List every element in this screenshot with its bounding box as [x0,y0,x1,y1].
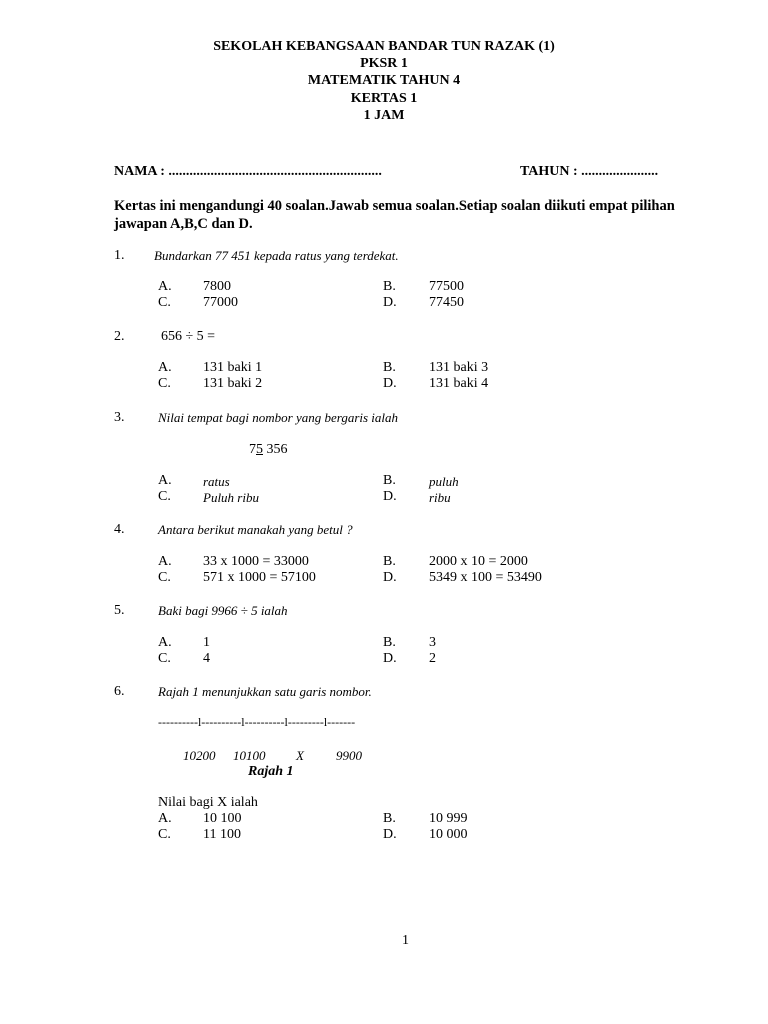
exam-code: PKSR 1 [360,56,408,71]
question-number: 3. [114,410,125,425]
option-value: puluh [429,474,459,489]
option-letter: D. [383,570,397,585]
question-number: 4. [114,522,125,537]
option-letter: D. [383,376,397,391]
number-with-underlined-digit: 75 356 [249,442,288,457]
number-line-label: 9900 [336,748,362,763]
option-value: 4 [203,651,210,666]
question-text: Nilai tempat bagi nombor yang bergaris ialah [158,410,399,425]
question-prompt: Nilai bagi X ialah [158,795,258,810]
option-letter: C. [158,489,171,504]
year-field: TAHUN : ...................... [520,164,659,179]
option-value: 131 baki 4 [429,376,489,391]
option-letter: B. [383,279,396,294]
number-line-label: 10200 [183,748,216,763]
option-value: ratus [203,474,230,489]
option-letter: B. [383,811,396,826]
question-number: 6. [114,684,125,699]
option-value: 77500 [429,279,464,294]
figure-caption: Rajah 1 [248,764,294,779]
option-value: Puluh ribu [203,490,259,505]
option-value: 77450 [429,295,464,310]
option-letter: C. [158,651,171,666]
question-text: Antara berikut manakah yang betul ? [158,522,353,537]
option-value: 5349 x 100 = 53490 [429,570,542,585]
number-line-label: 10100 [233,748,266,763]
question-text: Baki bagi 9966 ÷ 5 ialah [158,603,288,618]
question-text: Bundarkan 77 451 kepada ratus yang terdekat. [154,248,399,263]
option-value: 131 baki 2 [203,376,263,391]
question-text: Rajah 1 menunjukkan satu garis nombor. [158,684,372,699]
option-letter: A. [158,811,172,826]
option-letter: A. [158,635,172,650]
option-value: 2 [429,651,436,666]
instructions: Kertas ini mengandungi 40 soalan.Jawab semua soalan.Setiap soalan diikuti empat pilihan [114,198,675,214]
option-letter: D. [383,489,397,504]
option-letter: A. [158,279,172,294]
question-text: 656 ÷ 5 = [161,329,216,344]
option-letter: C. [158,827,171,842]
option-letter: C. [158,295,171,310]
question-number: 1. [114,248,125,263]
option-letter: B. [383,635,396,650]
page-number: 1 [402,933,409,948]
option-value: 1 [203,635,210,650]
option-value: 10 000 [429,827,468,842]
option-letter: B. [383,554,396,569]
option-value: 131 baki 3 [429,360,489,375]
option-value: 2000 x 10 = 2000 [429,554,528,569]
option-letter: D. [383,651,397,666]
paper: KERTAS 1 [350,91,418,106]
option-letter: C. [158,570,171,585]
option-letter: D. [383,827,397,842]
duration: 1 JAM [363,108,405,123]
option-letter: B. [383,473,396,488]
school-name: SEKOLAH KEBANGSAAN BANDAR TUN RAZAK (1) [213,39,555,54]
name-field: NAMA : ............................................................. [114,164,382,179]
number-line-label: X [296,748,304,763]
number-line: ----------l----------l----------l---------l------- [158,715,356,729]
option-value: 7800 [203,279,231,294]
option-letter: B. [383,360,396,375]
option-value: 131 baki 1 [203,360,263,375]
option-value: 571 x 1000 = 57100 [203,570,316,585]
subject: MATEMATIK TAHUN 4 [307,73,461,88]
option-value: ribu [429,490,451,505]
option-value: 33 x 1000 = 33000 [203,554,309,569]
option-value: 77000 [203,295,238,310]
option-letter: D. [383,295,397,310]
question-number: 2. [114,329,125,344]
question-number: 5. [114,603,125,618]
option-value: 10 100 [203,811,242,826]
instructions-line-2: jawapan A,B,C dan D. [114,216,253,232]
option-letter: C. [158,376,171,391]
option-value: 11 100 [203,827,241,842]
option-letter: A. [158,360,172,375]
option-value: 3 [429,635,436,650]
option-value: 10 999 [429,811,468,826]
option-letter: A. [158,554,172,569]
option-letter: A. [158,473,172,488]
underlined-digit: 5 [256,442,263,457]
